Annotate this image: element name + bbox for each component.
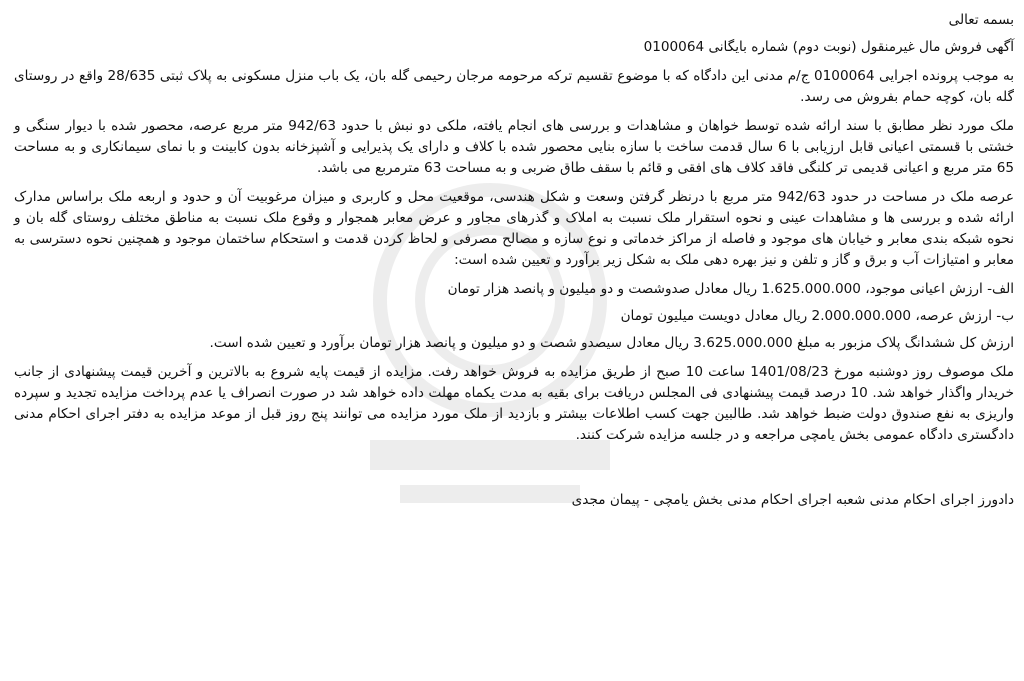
notice-title: آگهی فروش مال غیرمنقول (نوبت دوم) شماره بایگانی 0100064 xyxy=(643,39,1014,55)
case-paragraph: به موجب پرونده اجرایی 0100064 ج/م مدنی این دادگاه که با موضوع تقسیم ترکه مرحومه مرجان رحیمی گله بان، یک باب منزل مسکونی به پلاک ثبتی 28/635 واقع در روستای گله بان، کوچه حمام بفروش می رسد. xyxy=(14,68,1015,105)
signature-line: دادورز اجرای احکام مدنی شعبه اجرای احکام مدنی بخش یامچی - پیمان مجدی xyxy=(571,492,1014,508)
land-value-item: ب- ارزش عرصه، 2.000.000.000 ریال معادل دویست میلیون تومان xyxy=(620,308,1014,324)
auction-terms-paragraph: ملک موصوف روز دوشنبه مورخ 1401/08/23 ساعت 10 صبح از طریق مزایده به فروش خواهد رفت. مزایده از قیمت پایه شروع به بالاترین و آخرین قیمت پیشنهادی از جانب خریدار واگذار خواهد شد. 10 درصد قیمت پیشنهادی فی المجلس دریافت برای بقیه به مدت یکماه مهلت داده خواهد شد در صورت انصراف یا عدم پرداخت مزایده تجدید و سپرده واریزی به نفع صندوق دولت ضبط خواهد شد. طالبین جهت کسب اطلاعات بیشتر و بازدید از ملک مورد مزایده می توانند پنج روز قبل از موعد مزایده به دفتر اجرای احکام مدنی دادگستری دادگاه عمومی بخش یامچی مراجعه و در جلسه مزایده شرکت کنند. xyxy=(14,364,1015,443)
total-value-paragraph: ارزش کل ششدانگ پلاک مزبور به مبلغ 3.625.000.000 ریال معادل سیصدو شصت و دو میلیون و پانصد هزار تومان برآورد و تعیین شده است. xyxy=(209,335,1014,351)
building-value-item: الف- ارزش اعیانی موجود، 1.625.000.000 ریال معادل صدوشصت و دو میلیون و پانصد هزار تومان xyxy=(447,281,1014,297)
property-description-paragraph: ملک مورد نظر مطابق با سند ارائه شده توسط خواهان و مشاهدات و بررسی های انجام یافته، ملکی دو نبش با حدود 942/63 متر مربع عرصه، محصور شده با دیوار سنگی و خشتی با قسمتی اعیانی قابل ارزیابی با 6 سال قدمت ساخت با سازه بنایی محصور شده با کلاف و دارای یک پذیرایی و آشپزخانه بدون کابینت و با نمای سیمانکاری و به مساحت 65 متر مربع و اعیانی قدیمی تر کلنگی فاقد کلاف های افقی و قائم با سقف طاق ضربی و به مساحت 63 مترمربع می باشد. xyxy=(14,118,1014,176)
valuation-basis-paragraph: عرصه ملک در مساحت در حدود 942/63 متر مربع با درنظر گرفتن وسعت و شکل هندسی، موقعیت محل و کاربری و میزان مرغوبیت آن و حدود و اربعه ملک براساس مدارک ارائه شده و بررسی ها و مشاهدات عینی و نحوه استقرار ملک نسبت به املاک و گذرهای مجاور و عرض معابر همجوار و وقوع ملک نسبت به مناطق مختلف روستای گله بان و نحوه شبکه بندی معابر و خیابان های موجود و فاصله از مراکز خدماتی و نوع سازه و مصالح مصرفی و لحاظ کردن قدمت و استحکام ساختمان موجود و همچنین نحوه دسترسی به معابر و امتیازات آب و برق و گاز و تلفن و نیز بهره دهی ملک به شکل زیر برآورد و تعیین شده است: xyxy=(14,189,1014,268)
bismillah-heading: بسمه تعالی xyxy=(948,12,1014,28)
